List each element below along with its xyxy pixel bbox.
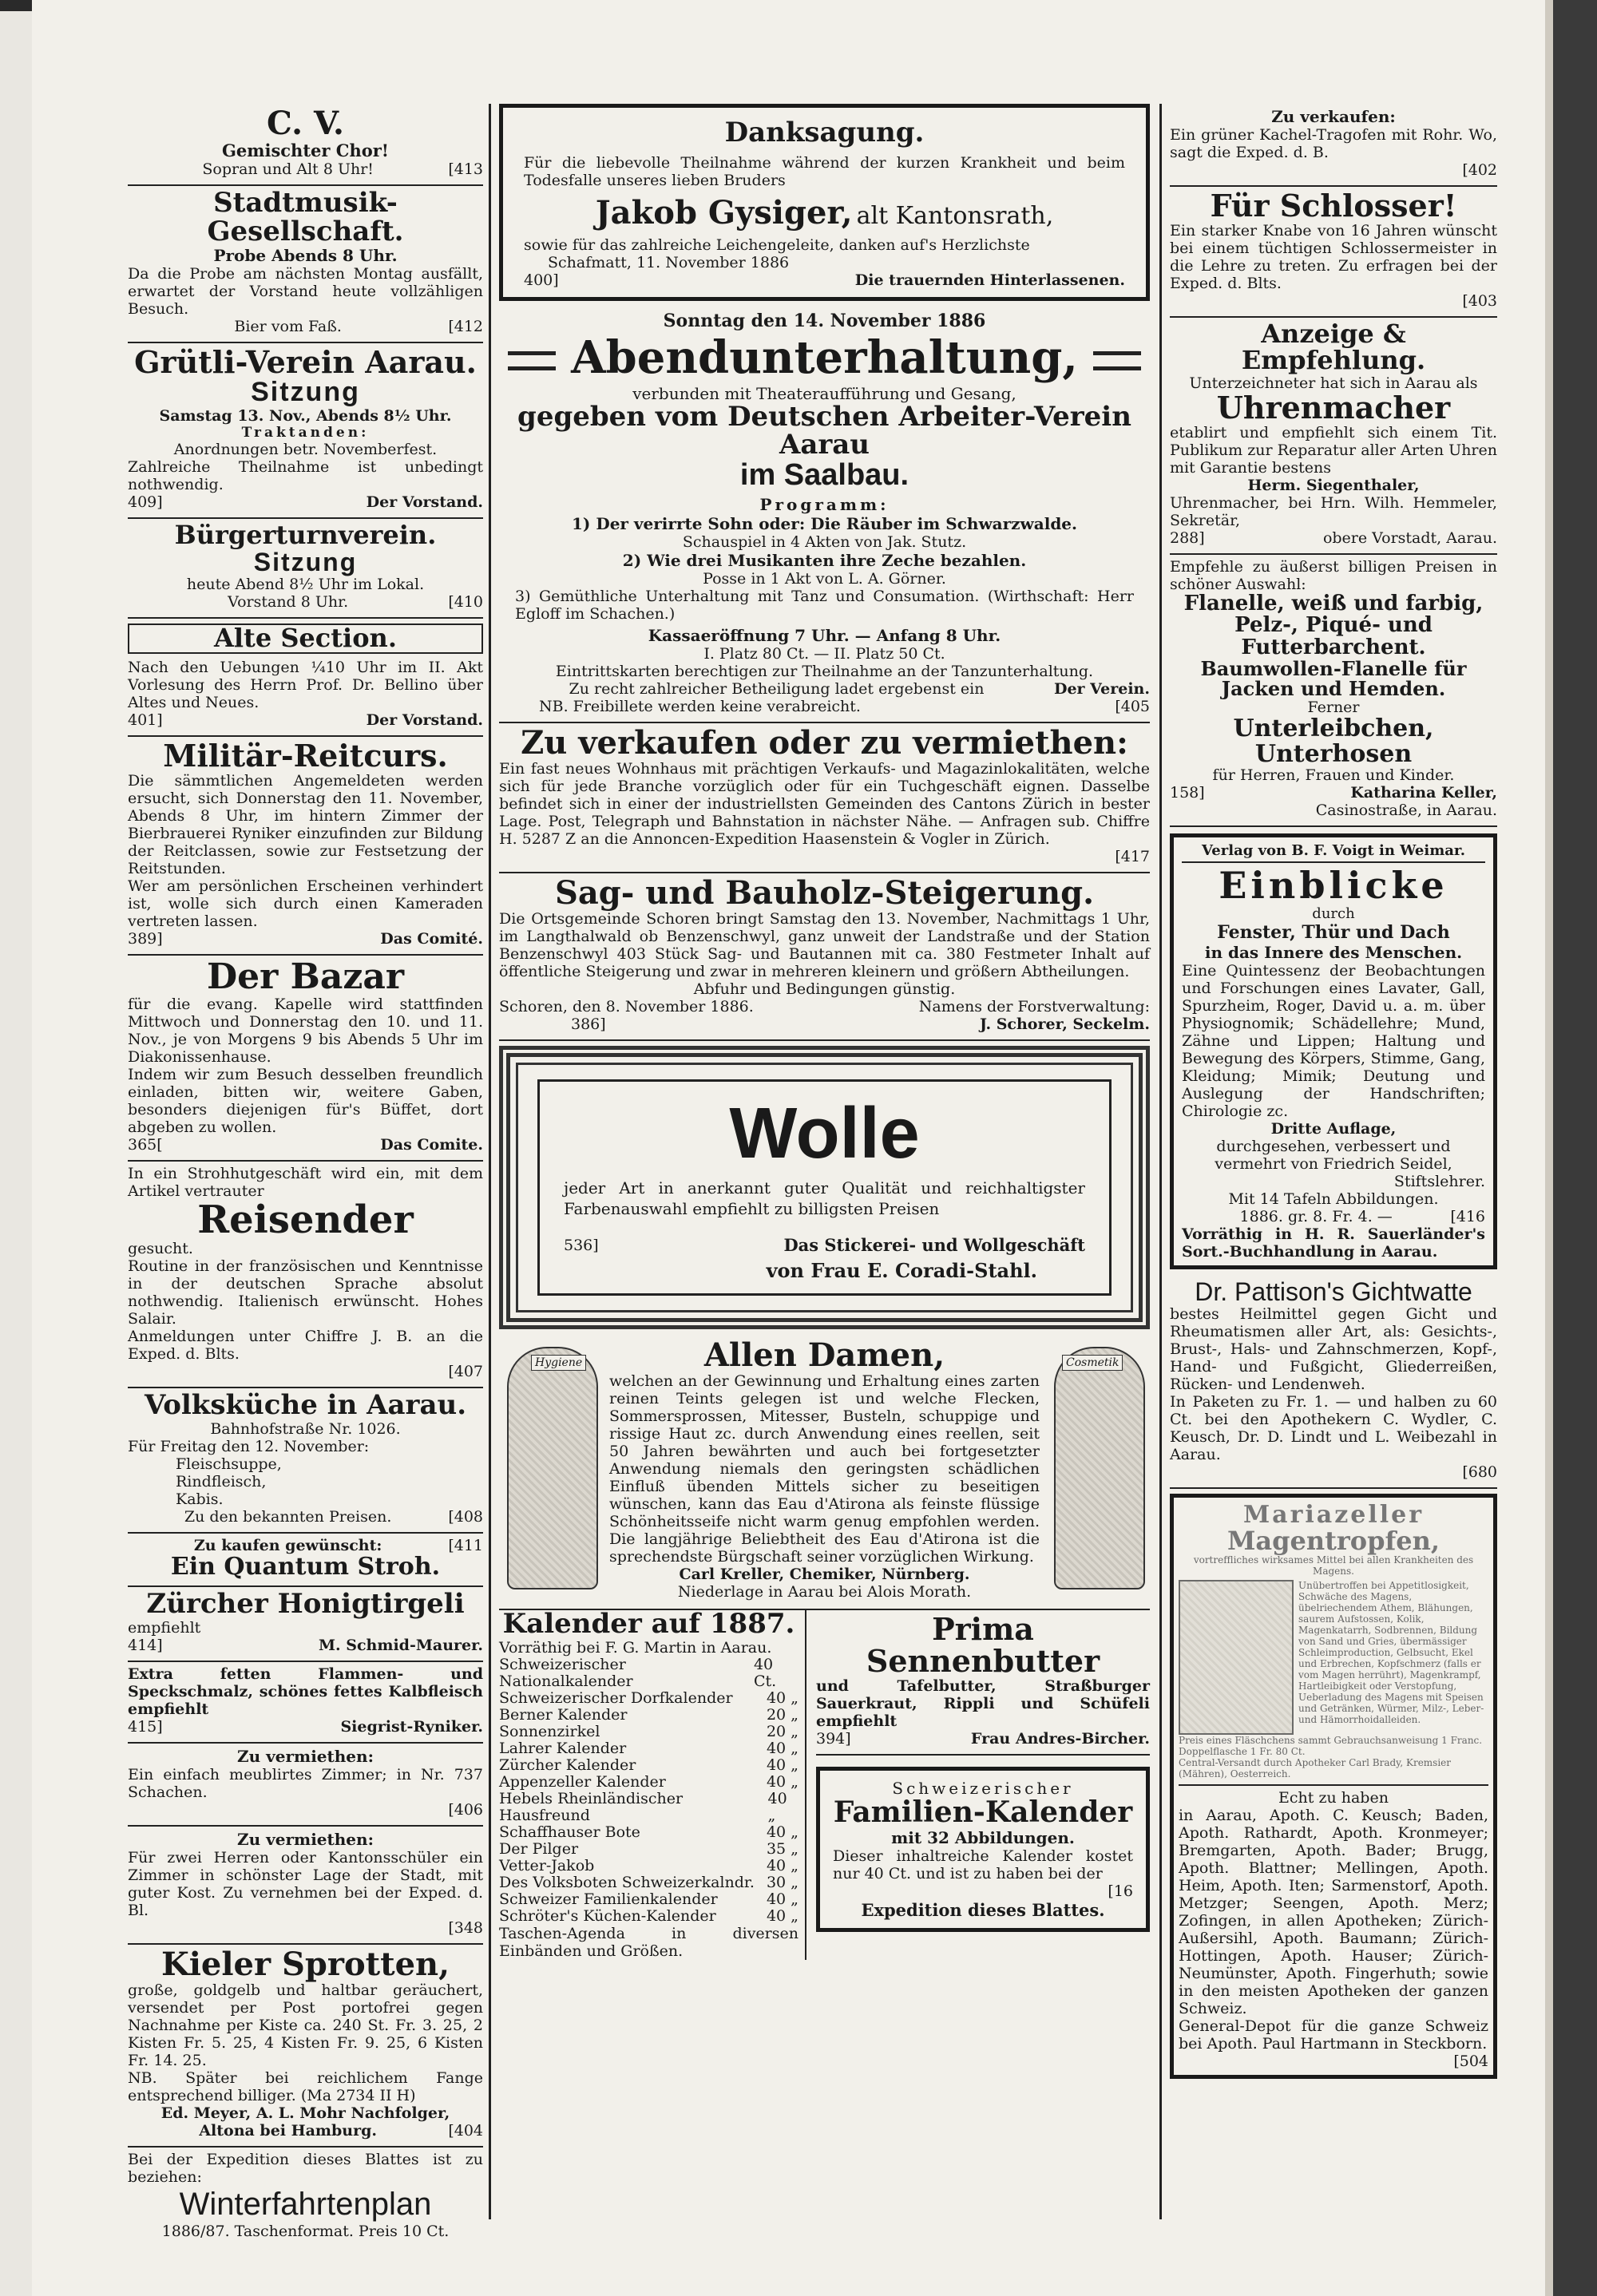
ad-title: Reisender — [197, 1197, 414, 1242]
ad-zimmer-1 — [128, 1744, 483, 1827]
ad-text: Unübertroffen bei Appetitlosigkeit, Schwäche des Magens, übelriechendem Athem, Blähungen, saurem Aufstossen, Kolik, Magenkatarrh, Sodbrennen, Bildung von Sand und Gries, übermässiger Schleimproduction, Gelbsucht, Ekel und Erbrechen, Kopfschmerz (falls er vom Magen herrührt), Magenkrampf, Hartleibigkeit oder Verstopfung, Ueberladung des Magens mit Speisen und Getränken, Würmer, Milz-, Leber- und Hämorrhoidalleiden. — [1298, 1580, 1484, 1726]
ad-publisher: Verlag von B. F. Voigt in Weimar. — [1182, 842, 1485, 863]
decorative-rule — [1093, 351, 1141, 370]
ad-volkskueche — [128, 1388, 483, 1534]
ad-danksagung — [499, 104, 1150, 301]
ad-text: Eine Quintessenz der Beobachtungen und Forschungen eines Lavater, Gall, Spurzheim, Roger, David u. a. m. über Physiognomik; Schädellehre; Mund, Zähne und Lippen; Haltung und Bewegung des Körpers, Stimme, Gang, Kleidung; Mimik; Deutung und Auslegung der Handschriften; Chirologie zc. — [1182, 961, 1485, 1120]
ad-title: Zu verkaufen: — [1271, 107, 1396, 126]
ad-ref: 158] — [1170, 784, 1205, 802]
kalender-item — [499, 1707, 798, 1724]
ad-title: Für Schlosser! — [1210, 188, 1457, 224]
ad-signature: Der Verein. — [1053, 679, 1150, 698]
ad-signature: Die trauernden Hinterlassenen. — [854, 271, 1125, 289]
ad-title: Zürcher Honigtirgeli — [146, 1588, 465, 1621]
ad-flanelle — [1170, 555, 1497, 827]
ad-honigtirgeli — [128, 1587, 483, 1662]
kalender-price: 40 Ct. — [753, 1655, 777, 1690]
ad-ref: [403 — [1462, 291, 1497, 310]
ad-text: Nach den Uebungen ⅟₄10 Uhr im II. Akt Vorlesung des Herrn Prof. Dr. Bellino über Altes und Neues. — [128, 658, 483, 711]
ad-text-3: Anmeldungen unter Chiffre J. B. an die Exped. d. Blts. — [128, 1328, 483, 1364]
ad-title: Stadtmusik-Gesellschaft. — [207, 187, 404, 247]
ad-address: Bahnhofstraße Nr. 1026. — [210, 1419, 401, 1438]
ad-wolle — [499, 1046, 1150, 1329]
ad-text: jeder Art in anerkannt guter Qualität und reichhaltigster Farbenauswahl empfiehlt zu billigsten Preisen — [564, 1178, 1085, 1218]
ad-sitzung: Sitzung — [253, 547, 358, 576]
figure-illustration — [1054, 1347, 1145, 1589]
kalender-name: Lahrer Kalender — [499, 1739, 627, 1757]
ad-kieler-sprotten — [128, 1945, 483, 2148]
ad-title: Allen Damen, — [703, 1336, 945, 1374]
bottom-row — [499, 1607, 1150, 1960]
kalender-item — [499, 1657, 798, 1690]
ad-ref: [416 — [1450, 1207, 1485, 1225]
ad-text: Extra fetten Flammen- und Speckschmalz, schönes fettes Kalbfleisch empfiehlt — [128, 1665, 483, 1719]
kalender-item — [499, 1891, 798, 1908]
ad-text: 1886/87. Taschenformat. Preis 10 Ct. — [161, 2223, 450, 2241]
ad-stroh — [128, 1534, 483, 1588]
column-left — [128, 104, 483, 2247]
ad-subtitle: verbunden mit Theateraufführung und Gesang, — [632, 383, 1016, 403]
ad-text: für die evang. Kapelle wird stattfinden Mittwoch und Donnerstag den 10. und 11. Nov., je von Morgens 9 bis Abends 5 Uhr im Diakonissenhause. — [128, 995, 483, 1066]
shop-owner: von Frau E. Coradi-Stahl. — [766, 1258, 1037, 1282]
ad-ref: [413 — [448, 160, 483, 178]
ad-note: Zu den bekannten Preisen. — [184, 1507, 392, 1526]
ad-text-2: In Paketen zu Fr. 1. — und halben zu 60 Ct. bei den Apothekern C. Wydler, C. Keusch, Dr. D. Lindt und L. Weibezahl in Aarau. — [1170, 1393, 1497, 1464]
ad-text: Ein starker Knabe von 16 Jahren wünscht bei einem tüchtigen Schlossermeister in die Lehre zu treten. Zu erfragen bei der Exped. d. Blts. — [1170, 221, 1497, 292]
ad-subtitle: Fenster, Thür und Dach — [1217, 921, 1450, 943]
ad-title: Alte Section. — [128, 623, 483, 654]
ad-title: Kieler Sprotten, — [160, 1946, 450, 1984]
ad-ref: 414] — [128, 1637, 163, 1655]
product: Unterleibchen, Unterhosen — [1233, 715, 1434, 768]
ad-text: empfiehlt — [128, 1619, 201, 1637]
ad-signature: Ed. Meyer, A. L. Mohr Nachfolger, — [160, 2104, 450, 2123]
ad-signature-2: Altona bei Hamburg. — [199, 2122, 378, 2140]
kalender-name: Vetter-Jakob — [499, 1856, 595, 1874]
kalender-item — [499, 1740, 798, 1757]
kalender-price: 40 „ — [766, 1688, 798, 1707]
ad-date: Samstag 13. Nov., Abends 8½ Uhr. — [159, 406, 452, 425]
scan-right-border — [1553, 0, 1597, 2296]
ad-text-2: Vorstand 8 Uhr. — [228, 593, 349, 612]
shop-name: Das Stickerei- und Wollgeschäft — [783, 1234, 1085, 1255]
banner-label: Cosmetik — [1062, 1355, 1123, 1371]
ad-echt: Echt zu haben — [1278, 1789, 1389, 1807]
ad-text-2: Preis eines Fläschchens sammt Gebrauchsanweisung 1 Franc. Doppelflasche 1 Fr. 80 Ct. — [1179, 1735, 1483, 1758]
ad-signature-2: Casinostraße, in Aarau. — [1315, 802, 1497, 820]
kalender-price: 40 „ — [766, 1823, 798, 1841]
ad-signature-2: Uhrenmacher, bei Hrn. Wilh. Hemmeler, Sekretär, — [1170, 493, 1497, 529]
kalender-name: Hebels Rheinländischer Hausfreund — [499, 1789, 684, 1824]
program-item-sub: Schauspiel in 4 Akten von Jak. Stutz. — [682, 532, 967, 551]
ad-text: bestes Heilmittel gegen Gicht und Rheumatismen aller Art, als: Gesichts-, Brust-, Hals- und Zahnschmerzen, Kopf-, Hand- und Fußgicht, Gliederreißen, Rücken- und Lendenweh. — [1170, 1305, 1497, 1394]
kalender-item — [499, 1858, 798, 1874]
ad-title: Wolle — [729, 1093, 920, 1174]
ad-title: Winterfahrtenplan — [179, 2187, 432, 2223]
kalender-name: Des Volksboten Schweizerkalndr. — [499, 1873, 755, 1891]
ad-ref: [16 — [1108, 1882, 1133, 1900]
ad-alte-section — [128, 619, 483, 737]
ad-reisender — [128, 1162, 483, 1388]
ad-text-2: Routine in der französischen und Kenntnisse in der deutschen Sprache absolut nothwendig. Italienisch erwünscht. Hohes Salair. — [128, 1257, 483, 1328]
ad-ref: 400] — [524, 271, 559, 289]
ad-text-durch: durch — [1312, 905, 1355, 922]
kalender-price: 35 „ — [766, 1839, 798, 1858]
program-item: 3) Gemüthliche Unterhaltung mit Tanz und Consumation. (Wirthschaft: Herr Egloff im Schachen.) — [515, 587, 1134, 623]
ad-holz-steigerung — [499, 873, 1150, 1041]
ad-intro: Vorräthig bei F. G. Martin in Aarau. — [499, 1638, 772, 1657]
kalender-price: 40 „ — [767, 1789, 787, 1824]
menu-item: Rindfleisch, — [176, 1472, 267, 1490]
ad-ref: [404 — [448, 2122, 483, 2140]
ad-text: Ein grüner Kachel-Tragofen mit Rohr. Wo, sagt die Exped. d. B. — [1170, 126, 1497, 161]
ad-title: Abendunterhaltung, — [571, 331, 1078, 384]
ad-times: Kassaeröffnung 7 Uhr. — Anfang 8 Uhr. — [648, 625, 1001, 645]
ad-text: heute Abend 8½ Uhr im Lokal. — [186, 576, 425, 594]
pharmacy-list: in Aarau, Apoth. C. Keusch; Baden, Apoth. Rathardt, Apoth. Kronmeyer; Bremgarten, Apoth. Bader; Brugg, Apoth. Blattner; Mellingen, Apoth. Heim, Apoth. Iten; Sarmenstorf, Apoth. Metzger; Seengen, Apoth. Merz; Zofingen, in allen Apotheken; Zürich-Außersihl, Apoth. Baumann; Zürich-Hottingen, Apoth. Hauser; Zürich-Neumünster, Apoth. Fingerhuth; sowie in den meisten Apotheken der ganzen Schweiz. — [1179, 1807, 1488, 2018]
ad-text-2: Zahlreiche Theilnahme ist unbedingt nothwendig. — [128, 457, 483, 493]
ad-title: Zu vermiethen: — [237, 1747, 374, 1767]
ad-signature: Siegrist-Ryniker. — [340, 1718, 483, 1736]
ad-kalender — [499, 1607, 806, 1960]
kalender-price: 40 „ — [766, 1739, 798, 1757]
ad-bazar — [128, 956, 483, 1162]
ad-intro: Bei der Expedition dieses Blattes ist zu beziehen: — [128, 2151, 483, 2187]
kalender-item — [499, 1791, 798, 1824]
column-rule-2 — [1159, 104, 1162, 2219]
kalender-item — [499, 1908, 798, 1925]
ad-note: NB. Später bei reichlichem Fange entsprechend billiger. (Ma 2734 II H) — [128, 2069, 483, 2105]
ad-title: Prima Sennenbutter — [866, 1610, 1100, 1679]
column-rule-1 — [489, 104, 491, 2219]
kalender-item — [499, 1724, 798, 1740]
kalender-name: Berner Kalender — [499, 1705, 628, 1724]
ad-allen-damen — [499, 1336, 1150, 1610]
ad-schlosser — [1170, 187, 1497, 318]
program-item: 2) Wie drei Musikanten ihre Zeche bezahlen. — [622, 550, 1027, 570]
church-illustration — [1179, 1580, 1294, 1735]
ad-intro: Unterzeichneter hat sich in Aarau als — [1189, 374, 1478, 393]
ad-traktanden: Traktanden: — [241, 424, 370, 441]
ad-text: Anordnungen betr. Novemberfest. — [173, 440, 438, 458]
column-right — [1170, 104, 1497, 2079]
ad-text-2: Wer am persönlichen Erscheinen verhindert ist, wolle sich durch einen Kameraden vertreten lassen. — [128, 877, 483, 930]
ad-text-2: für Herren, Frauen und Kinder. — [1212, 766, 1455, 785]
ad-text: Die Ortsgemeinde Schoren bringt Samstag den 13. November, Nachmittags 1 Uhr, im Langthalwald ob Benzenschwyl, ganz unweit der Landstraße und der Station Benzenschwyl 403 Stück Sag- und Bautannen mit ca. 380 Festmeter Inhalt auf öffentliche Steigerung und zwar in mehreren kleinern und größern Abtheilungen. — [499, 909, 1150, 980]
ad-buergerturnverein — [128, 519, 483, 619]
ad-title: Der Bazar — [206, 956, 405, 997]
kalender-price: 20 „ — [766, 1722, 798, 1740]
ad-general-depot: General-Depot für die ganze Schweiz bei Apoth. Paul Hartmann in Steckborn. — [1179, 2017, 1488, 2053]
ad-ref: 389] — [128, 929, 163, 948]
deceased-role: alt Kantonsrath, — [856, 201, 1054, 230]
column-middle — [499, 104, 1150, 1960]
ad-intro: Empfehle zu äußerst billigen Preisen in schöner Auswahl: — [1170, 557, 1497, 593]
product: Baumwollen-Flanelle für Jacken und Hemden. — [1200, 656, 1467, 701]
ad-availability: Vorräthig in H. R. Sauerländer's Sort.-Buchhandlung in Aarau. — [1182, 1225, 1485, 1261]
ad-text: Für die liebevolle Theilnahme während der kurzen Krankheit und beim Todesfalle unseres lieben Bruders — [524, 153, 1125, 189]
event-date: Sonntag den 14. November 1886 — [663, 310, 986, 331]
ad-kachelofen — [1170, 104, 1497, 187]
ad-expedition: Expedition dieses Blattes. — [861, 1899, 1105, 1920]
ad-ref: [408 — [448, 1507, 483, 1526]
kalender-item — [499, 1841, 798, 1858]
ad-title: Bürgerturnverein. — [174, 519, 437, 550]
kalender-price: 40 „ — [766, 1772, 798, 1791]
ad-ref: [410 — [448, 593, 483, 612]
ad-signature: M. Schmid-Maurer. — [319, 1637, 483, 1655]
ad-ref: 536] — [564, 1236, 599, 1254]
ad-familien-kalender — [816, 1767, 1150, 1932]
kalender-name: Schweizer Familienkalender — [499, 1890, 718, 1908]
ad-title: Zu vermiethen: — [237, 1830, 374, 1850]
ad-ref: [402 — [1462, 161, 1497, 179]
ad-ref: 386] — [571, 1015, 606, 1033]
ad-subtitle: mit 32 Abbildungen. — [891, 1827, 1075, 1847]
ad-text-2: Bier vom Faß. — [234, 318, 342, 336]
ad-ref: 394] — [816, 1729, 851, 1748]
ad-subtitle-2: in das Innere des Menschen. — [1204, 942, 1463, 962]
ad-militaer-reitcurs — [128, 737, 483, 956]
ad-signature: Frau Andres-Bircher. — [970, 1729, 1150, 1748]
kalender-price: 40 „ — [766, 1906, 798, 1925]
ad-signature: J. Schorer, Seckelm. — [979, 1015, 1150, 1033]
kalender-item — [499, 1757, 798, 1774]
ad-title: Danksagung. — [724, 117, 925, 148]
menu-item: Kabis. — [176, 1490, 224, 1508]
ad-text: Sopran und Alt 8 Uhr! — [202, 160, 374, 178]
ad-ref: 415] — [128, 1718, 163, 1736]
ad-price: 1886. gr. 8. Fr. 4. — — [1239, 1207, 1393, 1225]
ad-signature: Der Vorstand. — [366, 493, 483, 511]
ad-einblicke — [1170, 833, 1497, 1269]
ad-text: Für zwei Herren oder Kantonsschüler ein Zimmer in schönster Lage der Stadt, mit guter Kost. Zu vernehmen bei der Exped. d. Bl. — [128, 1849, 483, 1920]
ad-title: Familien-Kalender — [833, 1795, 1133, 1829]
program-heading: Programm: — [759, 494, 890, 514]
ad-note: NB. Freibillete werden keine verabreicht. — [539, 697, 861, 715]
kalender-price: 40 „ — [766, 1856, 798, 1874]
ad-title: Anzeige & Empfehlung. — [1241, 318, 1426, 376]
ad-text: Dieser inhaltreiche Kalender kostet nur 40 Ct. und ist zu haben bei der — [833, 1847, 1133, 1882]
ad-winterfahrtenplan — [128, 2148, 483, 2247]
kalender-name: Schweizerischer Dorfkalender — [499, 1688, 733, 1707]
kalender-name: Sonnenzirkel — [499, 1722, 600, 1740]
ad-organizer: gegeben vom Deutschen Arbeiter-Verein Aarau — [517, 400, 1131, 461]
menu-item: Fleischsuppe, — [176, 1455, 282, 1473]
ad-tagline: vortreffliches wirksames Mittel bei allen Krankheiten des Magens. — [1193, 1554, 1474, 1578]
ad-text-2: Indem wir zum Besuch desselben freundlich einladen, bitten wir, weitere Gaben, besonders diejenigen für's Büffet, dort abgeben zu wollen. — [128, 1065, 483, 1136]
kalender-name: Schaffhauser Bote — [499, 1823, 640, 1841]
ad-text: Ein einfach meublirtes Zimmer; in Nr. 737 Schachen. — [128, 1766, 483, 1802]
ad-title: Grütli-Verein Aarau. — [134, 344, 477, 381]
ad-signature: Carl Kreller, Chemiker, Nürnberg. — [679, 1565, 970, 1583]
kalender-name: Appenzeller Kalender — [499, 1772, 666, 1791]
ad-cv-choir — [128, 104, 483, 186]
ad-title: C. V. — [267, 105, 344, 142]
ad-title: Einblicke — [1219, 864, 1448, 908]
ad-text: große, goldgelb und haltbar geräuchert, versendet per Post portofrei gegen Nachnahme per Kiste ca. 240 St. Fr. 3. 25, 2 Kisten Fr. 5. 25, 4 Kisten Fr. 9. 25, 6 Kisten Fr. 14. 25. — [128, 1981, 483, 2070]
ad-sennenbutter — [816, 1610, 1150, 1756]
ad-location: im Saalbau. — [739, 458, 909, 493]
ad-title-2: Magentropfen, — [1226, 1525, 1440, 1556]
ad-text: Eintrittskarten berechtigen zur Theilnahme an der Tanzunterhaltung. — [555, 662, 1094, 680]
ad-title: Kalender auf 1887. — [502, 1607, 795, 1640]
ad-haus-verkauf — [499, 723, 1150, 873]
ad-uhrenmacher — [1170, 318, 1497, 555]
ad-ref: [348 — [448, 1919, 483, 1938]
ad-depot: Niederlage in Aarau bei Alois Morath. — [677, 1582, 972, 1601]
ad-ref: 409] — [128, 493, 163, 511]
ad-ref: [411 — [448, 1536, 483, 1554]
ad-edition-2: durchgesehen, verbessert und vermehrt von Friedrich Seidel, — [1215, 1137, 1452, 1173]
ad-text: Da die Probe am nächsten Montag ausfällt, erwartet der Vorstand heute vollzähligen Besuch. — [128, 265, 483, 319]
banner-label: Hygiene — [531, 1355, 586, 1371]
ad-ref: [504 — [1453, 2053, 1488, 2071]
ad-signature: Der Vorstand. — [366, 711, 483, 729]
ad-title: Zu verkaufen oder zu vermiethen: — [521, 723, 1128, 762]
kalender-name: Zürcher Kalender — [499, 1756, 636, 1774]
ad-title: Mariazeller — [1242, 1501, 1425, 1530]
kalender-price: 40 „ — [766, 1756, 798, 1774]
ad-ref: [407 — [448, 1363, 483, 1381]
ad-text: Ferner — [1307, 699, 1360, 717]
kalender-list — [499, 1657, 798, 1925]
ad-text: Für Freitag den 12. November: — [128, 1437, 370, 1455]
kalender-price: 30 „ — [766, 1873, 798, 1891]
illustration-cosmetik — [1046, 1339, 1150, 1602]
ad-on-behalf: Namens der Forstverwaltung: — [918, 997, 1150, 1015]
kalender-name: Schweizerischer Nationalkalender — [499, 1655, 633, 1690]
kalender-item — [499, 1824, 798, 1841]
ad-edition: Dritte Auflage, — [1270, 1119, 1397, 1138]
ad-text-2: Zu recht zahlreicher Betheiligung ladet ergebenst ein — [569, 679, 985, 698]
illustration-hygiene — [499, 1339, 603, 1602]
ad-title: Sag- und Bauholz-Steigerung. — [555, 873, 1094, 912]
ad-text: gesucht. — [128, 1240, 193, 1258]
ad-ref: [412 — [448, 318, 483, 336]
ad-signature: Katharina Keller, — [1350, 784, 1497, 802]
ad-gruetli-verein — [128, 343, 483, 519]
ad-title-2: Uhrenmacher — [1216, 390, 1451, 426]
kalender-item — [499, 1774, 798, 1791]
ad-signature-3: obere Vorstadt, Aarau. — [1322, 528, 1497, 547]
program-item: 1) Der verirrte Sohn oder: Die Räuber im Schwarzwalde. — [572, 513, 1077, 533]
program-item-sub: Posse in 1 Akt von L. A. Görner. — [703, 569, 946, 588]
ad-prices: I. Platz 80 Ct. — II. Platz 50 Ct. — [703, 644, 945, 663]
kalender-price: 20 „ — [766, 1705, 798, 1724]
ad-intro: In ein Strohhutgeschäft wird ein, mit dem Artikel vertrauter — [128, 1164, 483, 1200]
ad-text: und Tafelbutter, Straßburger Sauerkraut, Rippli und Schüfeli empfiehlt — [816, 1676, 1150, 1730]
ad-text-3: Central-Versandt durch Apotheker Carl Brady, Kremsier (Mähren), Oesterreich. — [1179, 1757, 1452, 1780]
ad-sitzung: Sitzung — [251, 377, 360, 408]
ad-text: etablirt und empfiehlt sich einem Tit. Publikum zur Reparatur aller Arten Uhren mit Garantie bestens — [1170, 423, 1497, 477]
kalender-item — [499, 1690, 798, 1707]
ad-ref: 365[ — [128, 1135, 163, 1154]
ad-text: Ein fast neues Wohnhaus mit prächtigen Verkaufs- und Magazinlokalitäten, welche sich für jede Branche vorzüglich oder für ein Tuchgeschäft eignen. Dasselbe befindet sich in einer der industriellsten Gemeinden des Cantons Zürich in bester Lage. Post, Telegraph und Bahnstation in nächster Nähe. — Anfragen sub. Chiffre H. 5287 Z an die Annoncen-Expedition Haasenstein & Vogler in Zürich. — [499, 759, 1150, 848]
kalender-name: Der Pilger — [499, 1839, 579, 1858]
ad-ref: [680 — [1462, 1463, 1497, 1482]
ad-top: Schweizerischer — [892, 1778, 1074, 1798]
ad-subtitle: Zu kaufen gewünscht: — [193, 1536, 382, 1554]
ad-title: Militär-Reitcurs. — [163, 737, 448, 774]
ad-signature: Das Comité. — [380, 929, 483, 948]
ad-zimmer-2 — [128, 1827, 483, 1945]
ad-title: Ein Quantum Stroh. — [170, 1552, 441, 1581]
ad-title: Volksküche in Aarau. — [144, 1389, 467, 1422]
kalender-name: Schröter's Küchen-Kalender — [499, 1906, 716, 1925]
ad-subtitle: Probe Abends 8 Uhr. — [213, 246, 398, 266]
ad-text-2: Abfuhr und Bedingungen günstig. — [693, 980, 956, 998]
kalender-price: 40 „ — [766, 1890, 798, 1908]
ad-text-2: sowie für das zahlreiche Leichengeleite, danken auf's Herzlichste — [524, 236, 1030, 254]
decorative-rule — [508, 351, 556, 370]
ad-gichtwatte — [1170, 1276, 1497, 1490]
figure-illustration — [507, 1347, 598, 1589]
ad-edition-3: Stiftslehrer. — [1393, 1172, 1485, 1190]
ad-stadtmusik — [128, 186, 483, 343]
ad-ref: [417 — [1115, 847, 1150, 865]
ad-abendunterhaltung — [499, 307, 1150, 723]
ad-ref: 401] — [128, 711, 163, 729]
ad-place: Schoren, den 8. November 1886. — [499, 997, 754, 1015]
kalender-item — [499, 1874, 798, 1891]
ad-speck — [128, 1662, 483, 1744]
deceased-name: Jakob Gysiger, — [595, 193, 853, 232]
ad-text: Die sämmtlichen Angemeldeten werden ersucht, sich Donnerstag den 11. November, Abends 8 Uhr, im hintern Zimmer der Bierbrauerei Ryniker einzufinden zur Bildung der Reitclassen, sowie zur Festsetzung der Reitstunden. — [128, 771, 483, 877]
ad-signature: Das Comite. — [380, 1135, 483, 1154]
product: Flanelle, weiß und farbig, Pelz-, Piqué- und Futterbarchent. — [1183, 591, 1484, 659]
ad-signature: Herm. Siegenthaler, — [1247, 476, 1420, 494]
ad-text: Taschen-Agenda in diversen Einbänden und Größen. — [499, 1924, 798, 1960]
ad-mariazeller — [1170, 1494, 1497, 2079]
ad-title: Dr. Pattison's Gichtwatte — [1195, 1277, 1472, 1306]
ad-subtitle: Gemischter Chor! — [221, 141, 390, 160]
ad-ref: [405 — [1115, 697, 1150, 715]
ad-text: welchen an der Gewinnung und Erhaltung eines zarten reinen Teints gelegen ist und welche Flecken, Sommersprossen, Mitesser, Busteln, schuppige und rissige Haut zc. durch Anwendung eines reellen, seit 50 Jahren bewährten und auch bei fortgesetzter Anwendung niemals den geringsten schädlichen Einfluß übenden Mittels sicher zu beseitigen wünschen, kann das Eau d'Atirona als feinste flüssige Schönheitsseife nicht warm genug empfohlen werden. Die langjährige Beliebtheit des Eau d'Atirona ist die sprechendste Bürgschaft seiner vorzüglichen Wirkung. — [609, 1372, 1040, 1566]
ad-ref: 288] — [1170, 528, 1205, 547]
ad-plates: Mit 14 Tafeln Abbildungen. — [1228, 1190, 1439, 1208]
ad-place: Schafmatt, 11. November 1886 — [548, 253, 790, 271]
ad-ref: [406 — [448, 1801, 483, 1819]
